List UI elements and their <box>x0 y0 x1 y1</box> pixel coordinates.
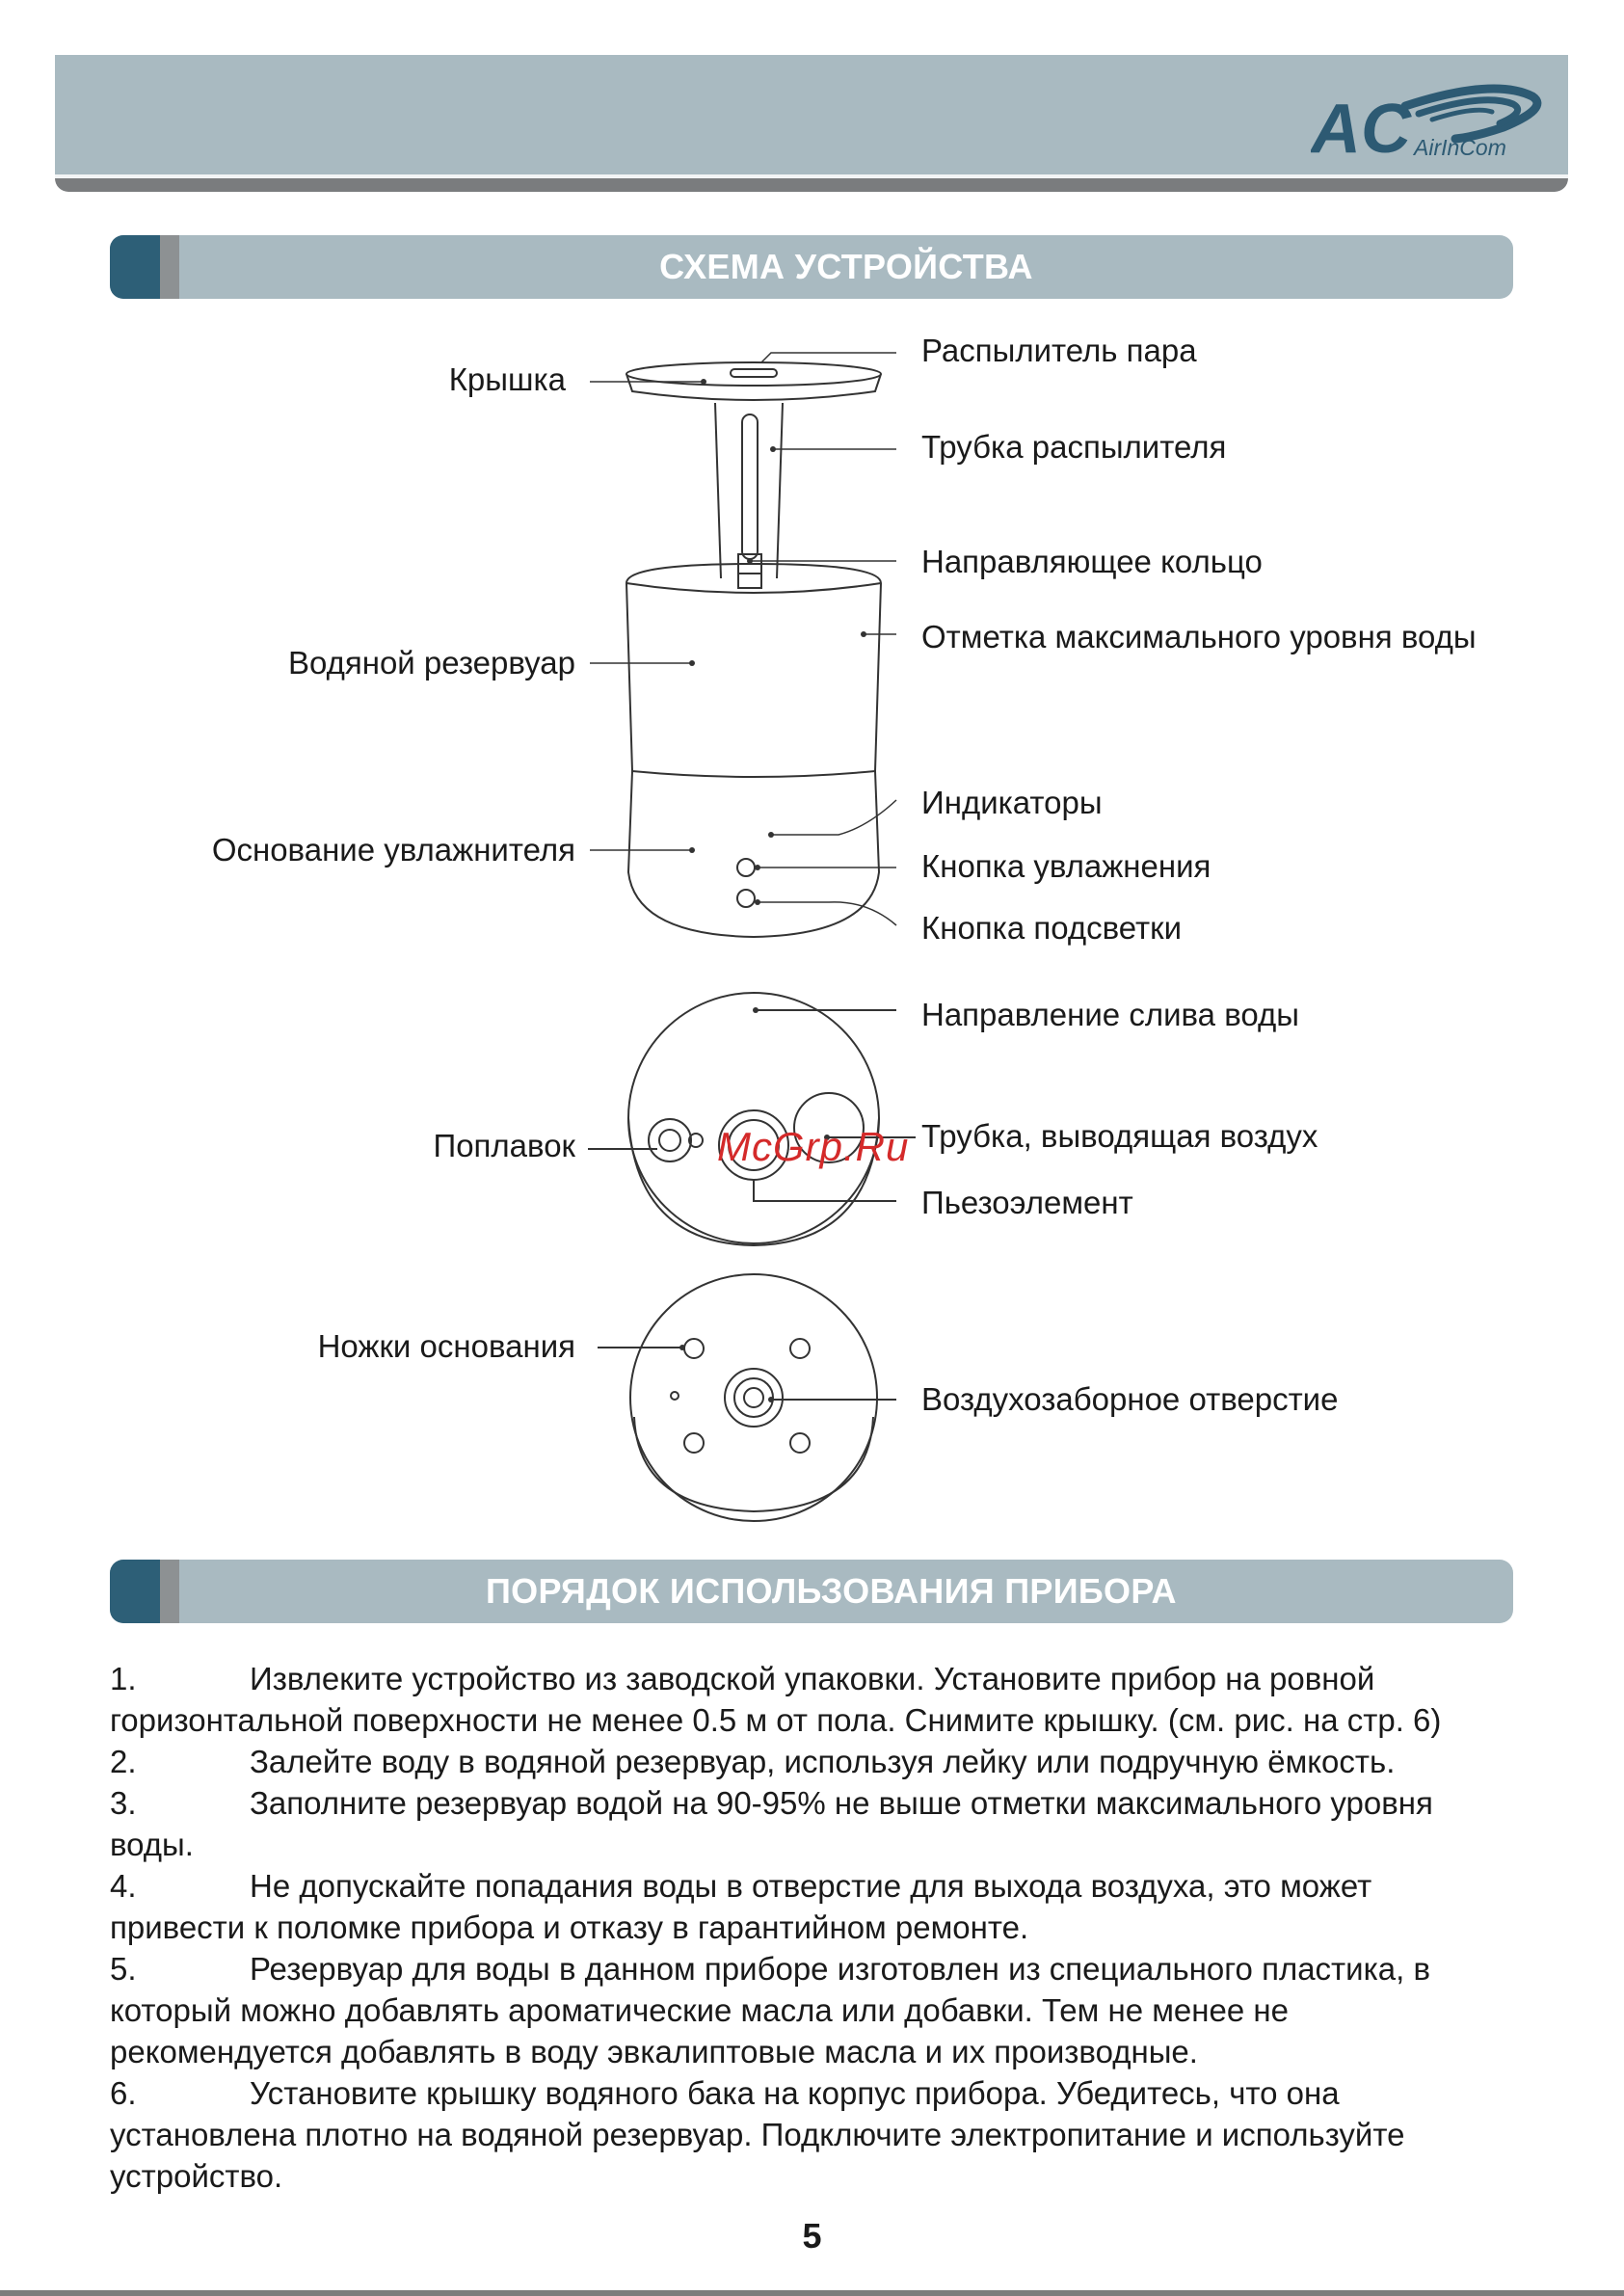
step-text: Извлеките устройство из заводской упаковки. Установите прибор на ровной <box>250 1661 1375 1696</box>
label-lid: Крышка <box>448 361 566 397</box>
logo-text: AirInCom <box>1414 135 1506 160</box>
label-sprayer-tube: Трубка распылителя <box>921 429 1227 465</box>
step-text: Не допускайте попадания воды в отверстие для выхода воздуха, это может <box>250 1868 1372 1904</box>
step-text: Заполните резервуар водой на 90-95% не выше отметки максимального уровня <box>250 1785 1433 1821</box>
water-tank-drawing <box>626 564 881 777</box>
logo-mark: AC <box>1311 91 1411 162</box>
label-piezo: Пьезоэлемент <box>921 1185 1133 1220</box>
step-5 <box>110 1948 1556 2072</box>
watermark: McGrp.Ru <box>717 1124 910 1169</box>
label-water-tank: Водяной резервуар <box>287 645 575 681</box>
step-text-cont: воды. <box>110 1827 194 1862</box>
bottom-rule <box>0 2290 1624 2296</box>
step-text-cont: рекомендуется добавлять в воду эвкалиптовые масла и их производные. <box>110 2034 1198 2069</box>
step-text: Залейте воду в водяной резервуар, используя лейку или подручную ёмкость. <box>250 1744 1396 1779</box>
step-1 <box>110 1658 1556 1741</box>
label-humidify-button: Кнопка увлажнения <box>921 848 1211 884</box>
step-text-cont: горизонтальной поверхности не менее 0.5 м от пола. Снимите крышку. (см. рис. на стр. 6) <box>110 1702 1442 1738</box>
step-number: 1. <box>110 1661 137 1696</box>
step-text-cont: который можно добавлять ароматические масла или добавки. Тем не менее не <box>110 1992 1289 2028</box>
section-accent-dark <box>110 1560 160 1623</box>
section-title-scheme: СХЕМА УСТРОЙСТВА <box>659 247 1033 286</box>
bottom-view-drawing <box>598 1274 896 1521</box>
label-steam-sprayer: Распылитель пара <box>921 333 1197 368</box>
step-number: 3. <box>110 1785 137 1821</box>
label-guide-ring: Направляющее кольцо <box>921 544 1263 579</box>
label-indicators: Индикаторы <box>921 785 1103 820</box>
label-air-tube: Трубка, выводящая воздух <box>921 1118 1318 1154</box>
label-float: Поплавок <box>433 1128 575 1163</box>
step-3 <box>110 1782 1556 1865</box>
step-6 <box>110 2072 1556 2197</box>
step-number: 5. <box>110 1951 137 1987</box>
section-title-usage: ПОРЯДОК ИСПОЛЬЗОВАНИЯ ПРИБОРА <box>486 1571 1177 1611</box>
label-base-feet: Ножки основания <box>317 1328 575 1364</box>
usage-steps <box>110 1658 1556 2197</box>
step-number: 2. <box>110 1744 137 1779</box>
inner-view-drawing <box>588 993 916 1245</box>
section-header-usage <box>110 1560 1513 1623</box>
base-drawing <box>628 771 879 937</box>
step-text-cont: привести к поломке прибора и отказу в гарантийном ремонте. <box>110 1909 1029 1945</box>
page-number: 5 <box>802 2216 822 2256</box>
section-accent-grey <box>160 1560 179 1623</box>
label-base: Основание увлажнителя <box>211 832 575 868</box>
label-light-button: Кнопка подсветки <box>921 910 1183 946</box>
label-air-intake: Воздухозаборное отверстие <box>921 1381 1339 1417</box>
step-number: 6. <box>110 2075 137 2111</box>
label-max-level: Отметка максимального уровня воды <box>921 619 1477 654</box>
step-text: Установите крышку водяного бака на корпус прибора. Убедитесь, что она <box>250 2075 1340 2111</box>
step-text-cont: установлена плотно на водяной резервуар. Подключите электропитание и используйте <box>110 2117 1405 2152</box>
label-drain-direction: Направление слива воды <box>921 997 1299 1032</box>
step-number: 4. <box>110 1868 137 1904</box>
step-text: Резервуар для воды в данном приборе изготовлен из специального пластика, в <box>250 1951 1430 1987</box>
step-2 <box>110 1741 1556 1782</box>
step-4 <box>110 1865 1556 1948</box>
step-text-cont: устройство. <box>110 2158 283 2194</box>
